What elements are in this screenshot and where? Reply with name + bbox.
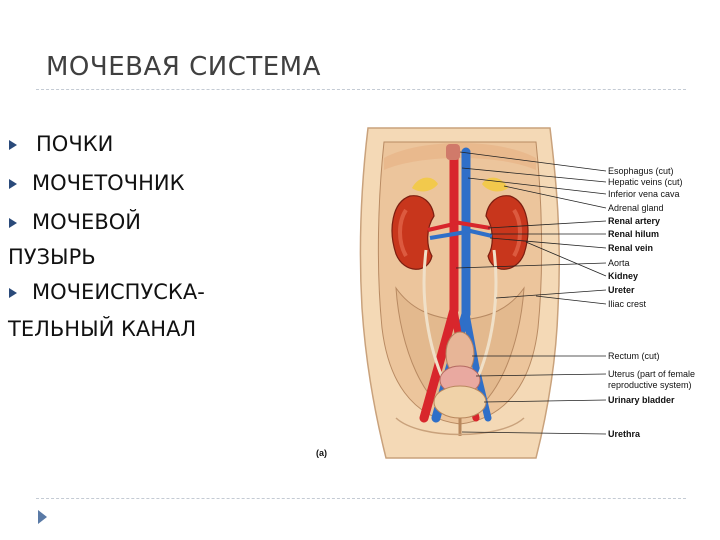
anatomy-figure [300,118,700,468]
label-renal-hilum: Renal hilum [608,229,660,239]
label-adrenal-gland: Adrenal gland [608,203,664,213]
bullet-arrow-icon [9,179,17,189]
top-divider [36,89,686,90]
bullet-item-bladder [0,208,300,237]
corner-arrow-icon [38,510,47,524]
bullet-text: ПОЧКИ [36,132,114,156]
urinary-bladder [434,386,486,418]
bullet-arrow-icon [9,140,17,150]
label-urethra: Urethra [608,429,641,439]
label-uterus-line2: reproductive system) [608,380,692,390]
label-aorta: Aorta [608,258,630,268]
label-ureter: Ureter [608,285,635,295]
slide-title: МОЧЕВАЯ СИСТЕМА [46,52,321,82]
label-renal-vein: Renal vein [608,243,654,253]
bullet-item-bladder-continued [0,243,300,272]
bullet-item-urethra [0,278,300,307]
label-inferior-vena-cava: Inferior vena cava [608,189,680,199]
label-rectum: Rectum (cut) [608,351,660,361]
bullet-text: ТЕЛЬНЫЙ КАНАЛ [8,317,197,341]
bullet-text: МОЧЕИСПУСКА- [32,280,205,304]
urinary-system-illustration [300,118,700,468]
label-urinary-bladder: Urinary bladder [608,395,675,405]
bullet-list [0,130,300,344]
bullet-text: МОЧЕВОЙ [32,210,141,234]
bullet-item-ureter [0,169,300,198]
bullet-arrow-icon [9,218,17,228]
bullet-text: ПУЗЫРЬ [8,245,96,269]
label-renal-artery: Renal artery [608,216,661,226]
bottom-divider [36,498,686,499]
label-uterus-line1: Uterus (part of female [608,369,696,379]
bullet-text: МОЧЕТОЧНИК [32,171,185,195]
bullet-arrow-icon [9,288,17,298]
bullet-item-kidneys [0,130,300,159]
bullet-item-urethra-continued [0,315,300,344]
label-esophagus: Esophagus (cut) [608,166,674,176]
label-iliac-crest: Iliac crest [608,299,647,309]
panel-label: (a) [316,448,327,458]
label-kidney: Kidney [608,271,639,281]
esophagus [446,144,460,160]
label-hepatic-veins: Hepatic veins (cut) [608,177,683,187]
